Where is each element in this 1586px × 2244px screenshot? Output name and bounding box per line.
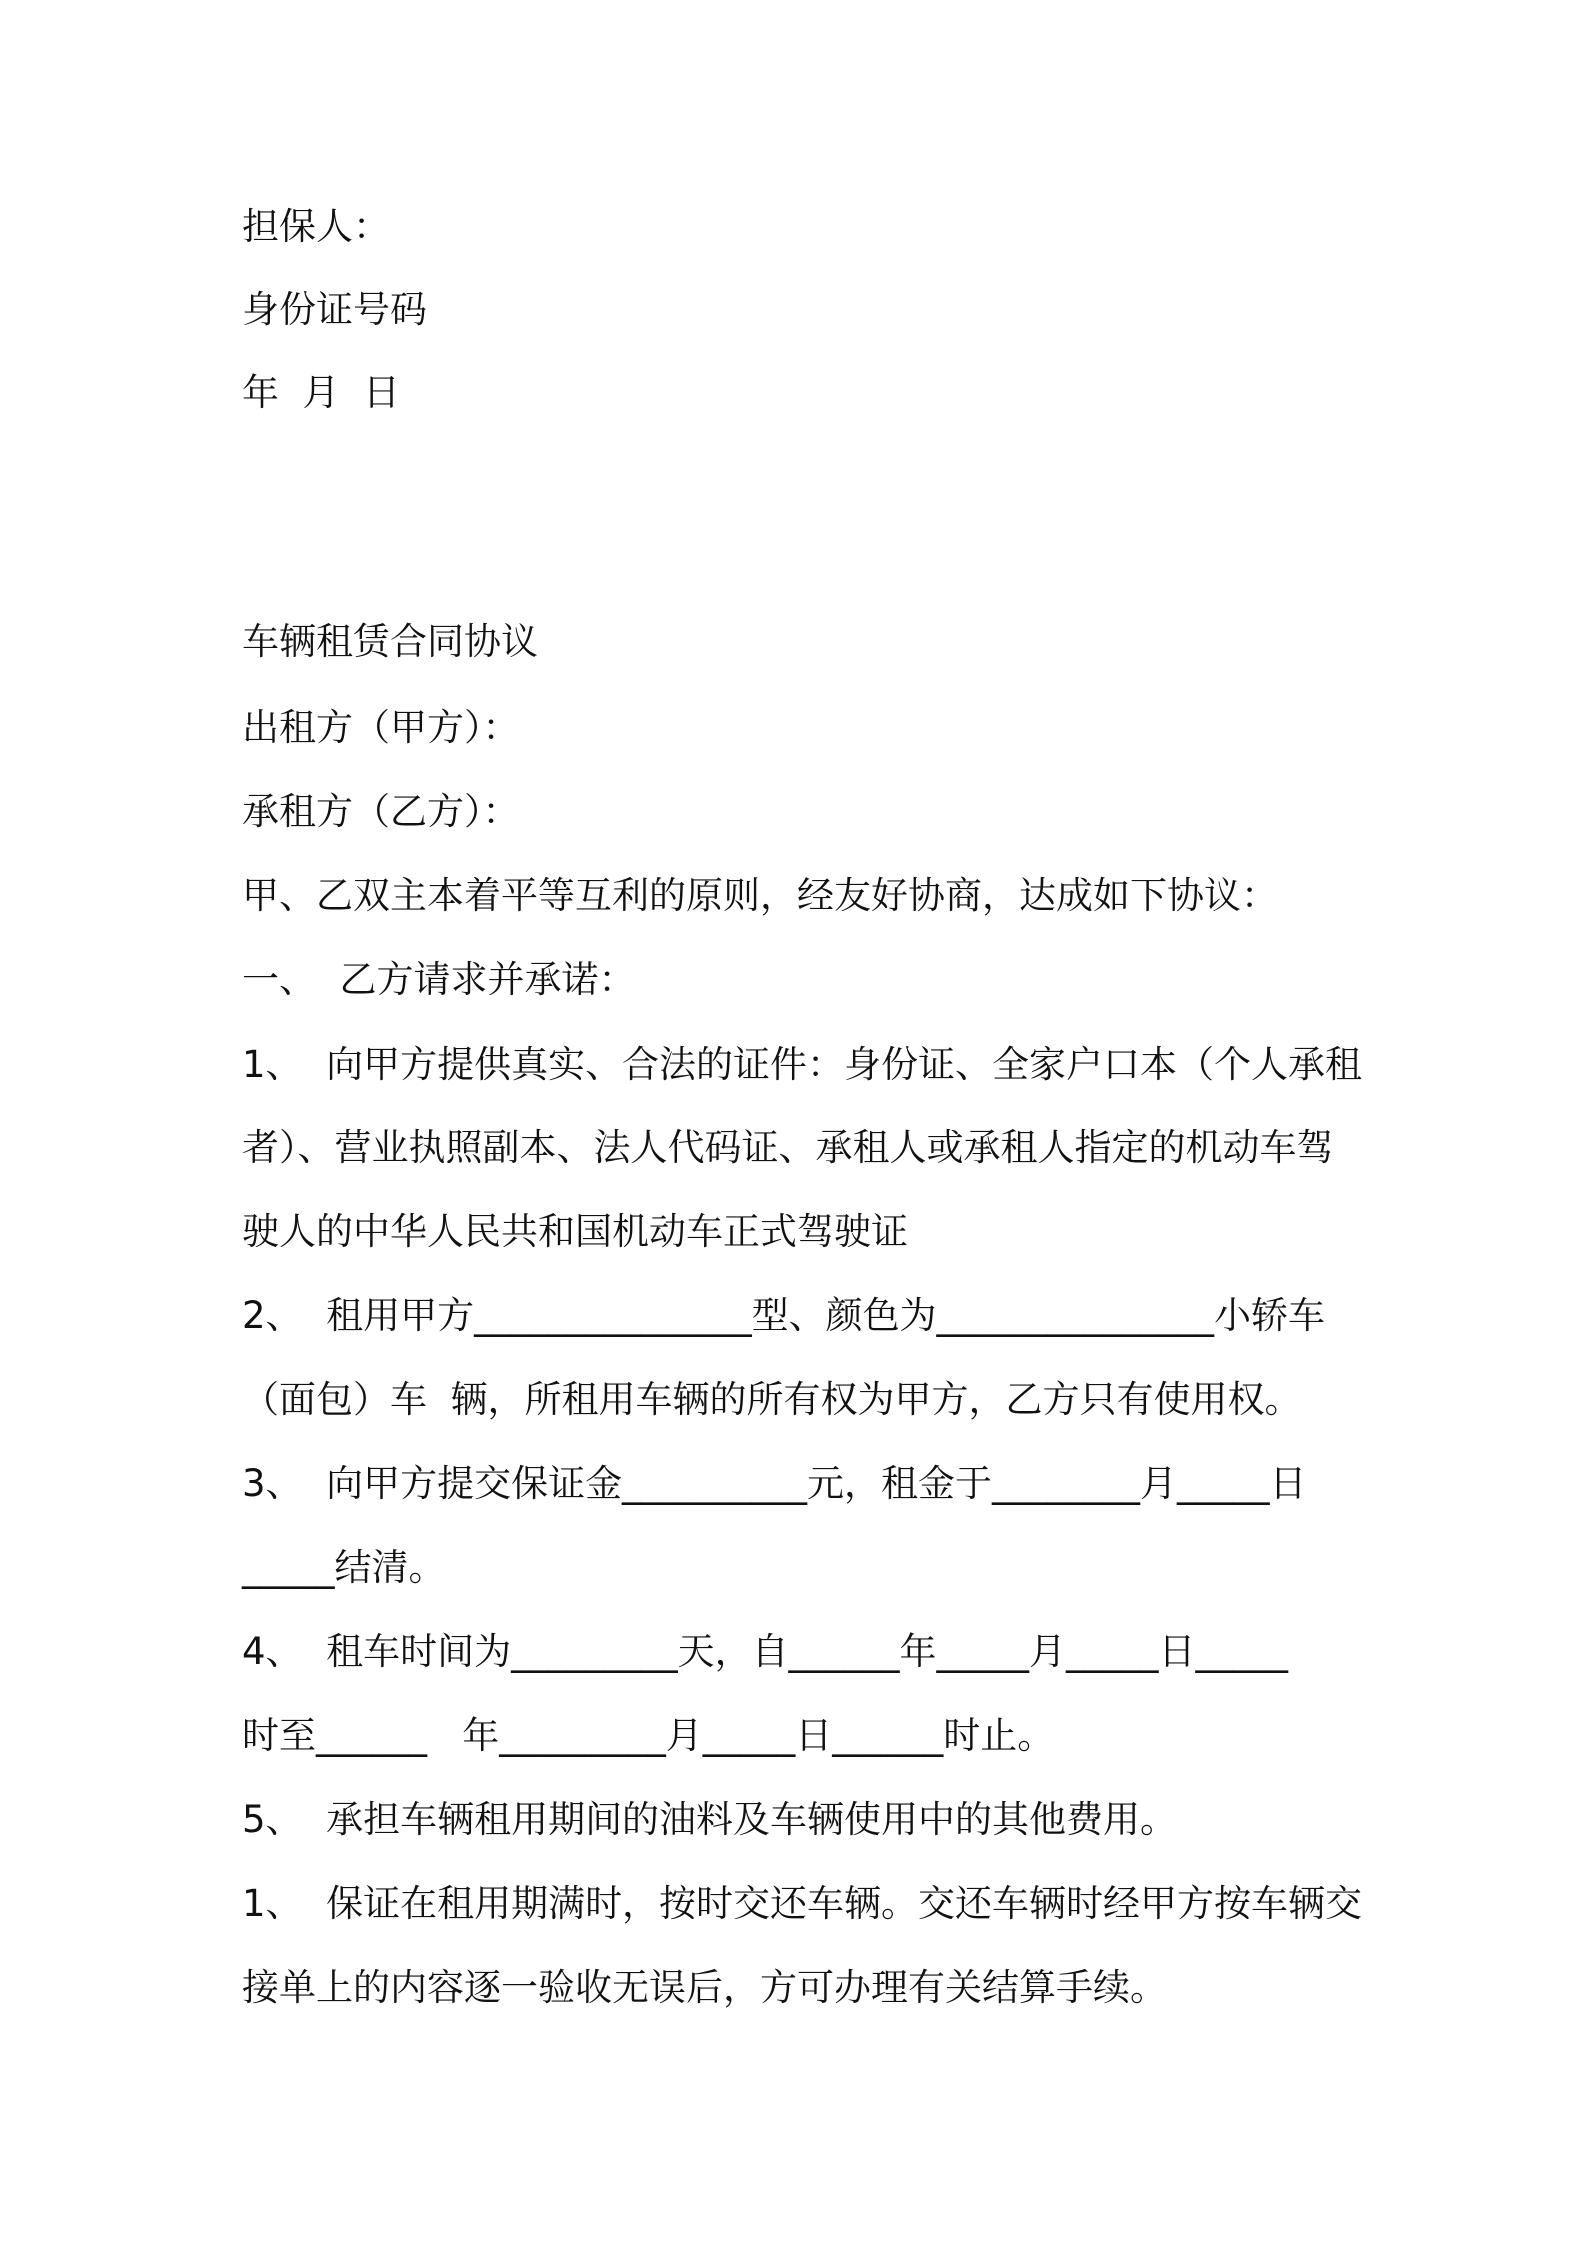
item1-line2: 者）、营业执照副本、法人代码证、承租人或承租人指定的机动车驾: [242, 1126, 1334, 1169]
item3-line1: 3、 向甲方提交保证金__________元，租金于________月_____日: [242, 1462, 1307, 1505]
item4-line1: 4、 租车时间为_________天，自______年_____月_____日_____: [242, 1630, 1289, 1673]
contract-title: 车辆租赁合同协议: [242, 620, 538, 663]
date-label: 年 月 日: [242, 371, 401, 414]
item6-line2: 接单上的内容逐一验收无误后，方可办理有关结算手续。: [242, 1966, 1167, 2009]
item3-line2: _____结清。: [242, 1546, 446, 1589]
item2-line2: （面包）车 辆，所租用车辆的所有权为甲方，乙方只有使用权。: [242, 1378, 1302, 1421]
item1-line1: 1、 向甲方提供真实、合法的证件：身份证、全家户口本（个人承租: [242, 1043, 1363, 1086]
item4-line2: 时至______ 年_________月_____日______时止。: [242, 1714, 1055, 1757]
item5-line: 5、 承担车辆租用期间的油料及车辆使用中的其他费用。: [242, 1798, 1178, 1841]
intro-paragraph: 甲、乙双主本着平等互利的原则，经友好协商，达成如下协议：: [242, 874, 1278, 917]
section1-heading: 一、 乙方请求并承诺：: [242, 958, 636, 1001]
guarantor-label: 担保人：: [242, 205, 390, 248]
item1-line3: 驶人的中华人民共和国机动车正式驾驶证: [242, 1210, 908, 1253]
item2-line1: 2、 租用甲方_______________型、颜色为_______________小轿车: [242, 1294, 1326, 1337]
lessee-label: 承租方（乙方）：: [242, 790, 520, 833]
id-number-label: 身份证号码: [242, 288, 427, 331]
item6-line1: 1、 保证在租用期满时，按时交还车辆。交还车辆时经甲方按车辆交: [242, 1882, 1363, 1925]
lessor-label: 出租方（甲方）：: [242, 706, 520, 749]
